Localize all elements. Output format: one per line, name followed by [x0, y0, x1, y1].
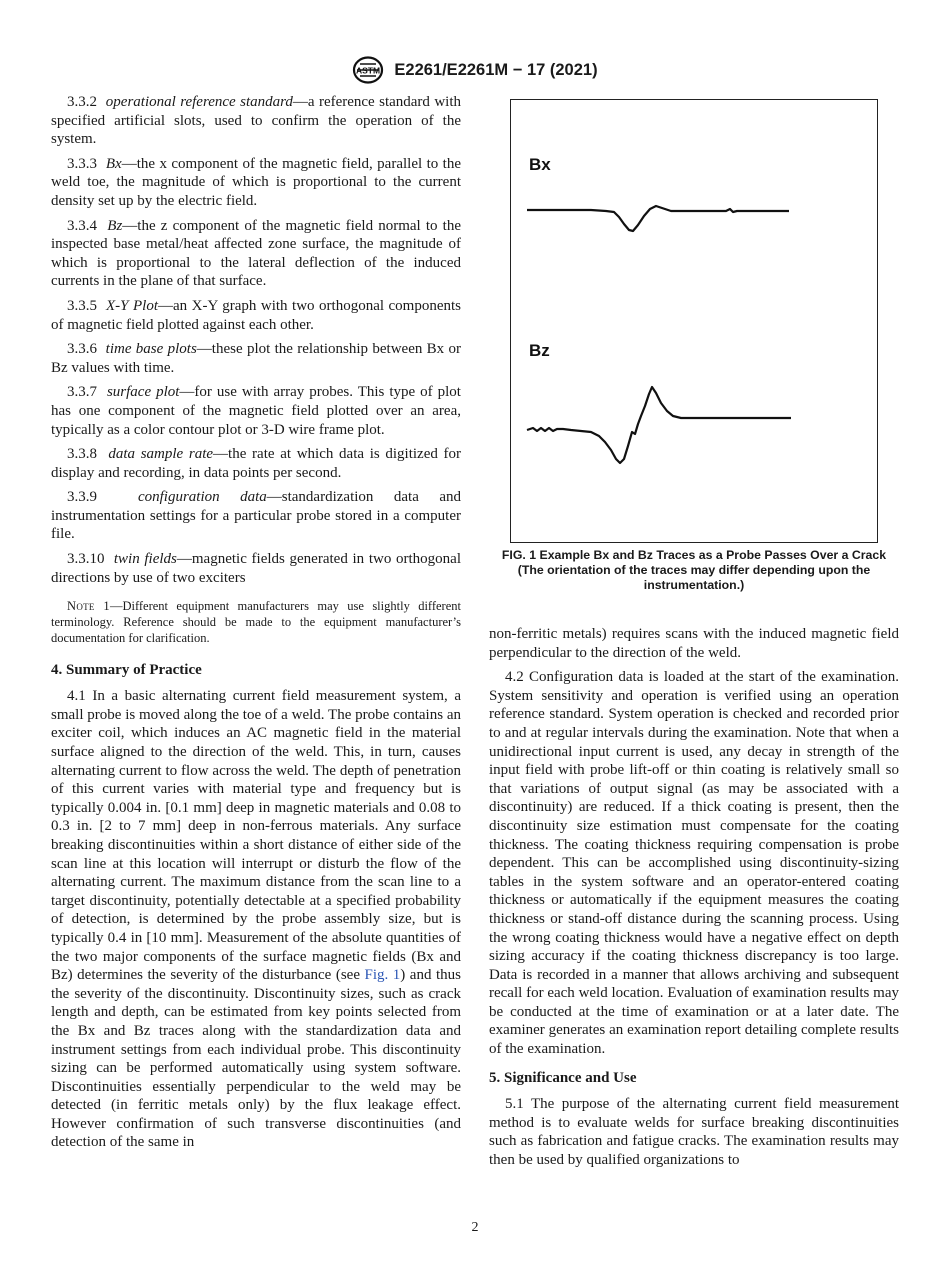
paragraph-5-1: 5.1 The purpose of the alternating current field measurement method is to evaluate welds for surface breaking discontinuities such as fabrication and fatigue cracks. The examination results may then be used by qualified organizations to	[489, 1096, 899, 1169]
definition-3-3-8: 3.3.8 data sample rate—the rate at which data is digitized for display and recording, in data points per second.	[51, 446, 462, 481]
note-label: Note 1	[67, 599, 110, 614]
paragraph-4-2: 4.2 Configuration data is loaded at the start of the examination. System sensitivity and operation is verified using an operation reference standard. System operation is checked and recorded prior to and at regular intervals during the examination. Note that when a unidirectional input current is used, any decay in strength of the input field with probe lift-off or thin coating is relatively small so that variations of output signal (as may be associated with a discontinuity) are reduced. If a thick coating is present, then the discontinuity size estimation must compensate for the coating thickness. The coating thickness requiring compensation is probe dependent. This can be accomplished using discontinuity-sizing tables in the system software and an operator-entered coating thickness or automatically if the equipment measures the coating thickness or stand-off distance during the scanning process. Using the wrong coating thickness would have a negative effect on depth sizing accuracy if the coating thickness discrepancy is too large. Data is recorded in a manner that allows archiving and subsequent recall for each weld location. Evaluation of examination results may be conducted at the time of examination or at a later date. The examiner generates an examination report detailing complete results of the examination.	[489, 669, 899, 1058]
note-1	[51, 599, 461, 646]
astm-logo-icon	[352, 56, 384, 84]
document-designation: E2261/E2261M − 17 (2021)	[394, 60, 598, 79]
definition-3-3-10: 3.3.10 twin fields—magnetic fields generated in two orthogonal directions by use of two exciters	[51, 551, 462, 586]
bz-trace	[527, 387, 791, 463]
definition-3-3-2: 3.3.2 operational reference standard—a reference standard with specified artificial slots, used to confirm the operation of the system.	[51, 94, 461, 148]
fig-1-link[interactable]: Fig. 1	[364, 967, 401, 984]
bx-trace	[527, 206, 789, 231]
right-column	[489, 625, 899, 1176]
figure-1	[510, 99, 878, 543]
bx-label: Bx	[529, 155, 551, 174]
definition-3-3-7: 3.3.7 surface plot—for use with array probes. This type of plot has one component of the magnetic field plotted over an area, typically as a color contour plot or 3-D wire frame plot.	[51, 384, 461, 438]
paragraph-4-1-continued: non-ferritic metals) requires scans with the induced magnetic field perpendicular to the direction of the weld.	[489, 626, 899, 661]
section-5-heading: 5. Significance and Use	[489, 1069, 637, 1086]
definition-3-3-4: 3.3.4 Bz—the z component of the magnetic field normal to the inspected base metal/heat affected zone surface, the magnitude of which is proportional to the lateral deflection of the induced currents in the plane of that surface.	[51, 217, 461, 290]
page-header	[0, 56, 950, 84]
note-text: —Different equipment manufacturers may use slightly different terminology. Reference should be made to the equipment manufacturer’s documentation for clarification.	[51, 599, 461, 645]
definition-3-3-5: 3.3.5 X-Y Plot—an X-Y graph with two orthogonal components of magnetic field plotted against each other.	[51, 297, 462, 333]
astm-logo-text: ASTM	[356, 65, 381, 76]
definition-3-3-9: 3.3.9 configuration data—standardization data and instrumentation settings for a particular probe stored in a computer file.	[51, 489, 461, 543]
figure-caption	[496, 548, 892, 593]
paragraph-4-1: 4.1 In a basic alternating current field measurement system, a small probe is moved along the toe of a weld. The probe contains an exciter coil, which induces an AC magnetic field in the material surface aligned to the direction of the weld. This, in turn, causes alternating current to flow across the weld. The depth of penetration of this current varies with material type and frequency but is typically 0.004 in. [0.1 mm] deep in magnetic materials and 0.08 to 0.3 in. [2 to 7 mm] deep in non-ferrous materials. Any surface breaking discontinuities within a short distance of either side of the scan line at this location will interrupt or disturb the flow of the alternating current. The maximum distance from the scan line to a target discontinuity, potentially detectable at a specified probability of detection, is determined by the probe assembly size, but is typically 0.4 in [10 mm]. Measurement of the absolute quantities of the two major components of the surface magnetic fields (Bx and Bz) determines the severity of the disturbance (see Fig. 1) and thus the severity of the discontinuity. Discontinuity sizes, such as crack length and depth, can be estimated from key points selected from the Bx and Bz traces along with the standardization data and instrument settings from each individual probe. This discontinuity sizing can be performed automatically using system software. Discontinuities essentially perpendicular to the weld may be detected (in ferritic metals only) by the flux leakage effect. However confirmation of such transverse discontinuities (and detection of the same in	[51, 688, 461, 1151]
trace-plot	[511, 100, 877, 542]
definition-3-3-6: 3.3.6 time base plots—these plot the relationship between Bx or Bz values with time.	[51, 341, 461, 376]
figure-caption-subtitle: (The orientation of the traces may differ depending upon the instrumentation.)	[517, 563, 871, 592]
left-column	[51, 93, 461, 1158]
bz-label: Bz	[529, 341, 550, 360]
definition-3-3-3: 3.3.3 Bx—the x component of the magnetic field, parallel to the weld toe, the magnitude of which is proportional to the current density set up by the electric field.	[51, 155, 461, 209]
figure-caption-title: FIG. 1 Example Bx and Bz Traces as a Probe Passes Over a Crack	[501, 548, 887, 562]
section-4-heading: 4. Summary of Practice	[51, 661, 202, 678]
page-number: 2	[471, 1220, 479, 1235]
